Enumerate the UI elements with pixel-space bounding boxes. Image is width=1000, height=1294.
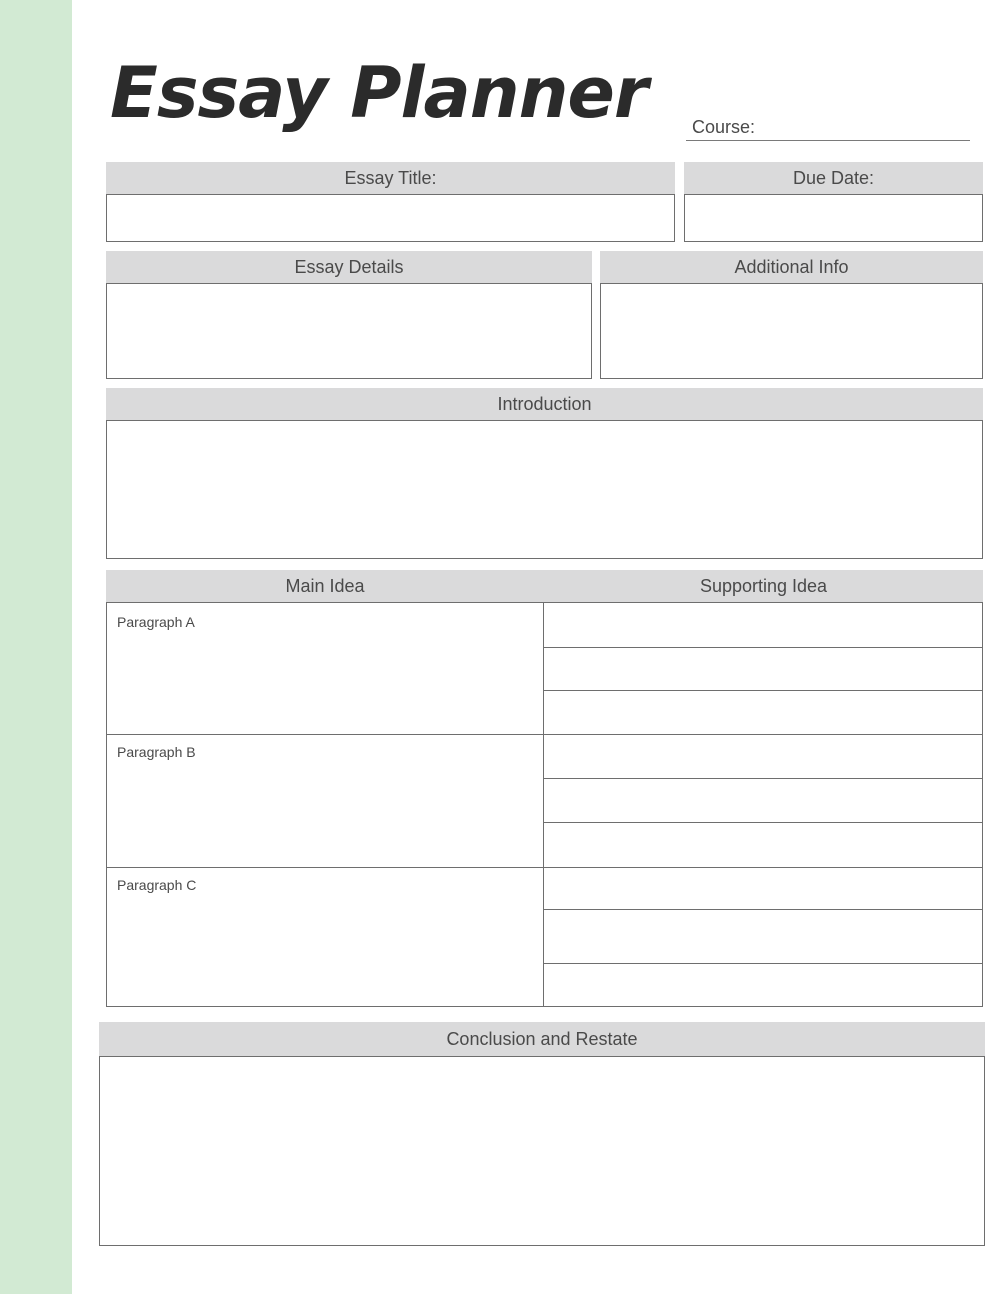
course-field-line[interactable] (686, 140, 970, 141)
paragraph-a-label: Paragraph A (117, 614, 195, 630)
due-date-field[interactable] (684, 194, 983, 242)
paragraph-c-label: Paragraph C (117, 877, 197, 893)
additional-info-field[interactable] (600, 283, 983, 379)
supporting-line (544, 778, 983, 779)
supporting-idea-header: Supporting Idea (544, 570, 983, 602)
table-column-divider (543, 602, 544, 1007)
main-idea-header: Main Idea (106, 570, 544, 602)
essay-details-field[interactable] (106, 283, 592, 379)
row-divider (106, 867, 983, 868)
conclusion-field[interactable] (99, 1056, 985, 1246)
supporting-line (544, 909, 983, 910)
essay-title-header: Essay Title: (106, 162, 675, 194)
course-label: Course: (692, 117, 756, 137)
side-color-band (0, 0, 72, 1294)
page-title: Essay Planner (110, 52, 648, 134)
paragraph-b-label: Paragraph B (117, 744, 196, 760)
supporting-line (544, 822, 983, 823)
essay-details-header: Essay Details (106, 251, 592, 283)
additional-info-header: Additional Info (600, 251, 983, 283)
due-date-header: Due Date: (684, 162, 983, 194)
essay-title-field[interactable] (106, 194, 675, 242)
introduction-field[interactable] (106, 420, 983, 559)
introduction-header: Introduction (106, 388, 983, 420)
row-divider (106, 734, 983, 735)
supporting-line (544, 690, 983, 691)
supporting-line (544, 963, 983, 964)
paragraph-table (106, 602, 983, 1007)
supporting-line (544, 647, 983, 648)
conclusion-header: Conclusion and Restate (99, 1022, 985, 1056)
